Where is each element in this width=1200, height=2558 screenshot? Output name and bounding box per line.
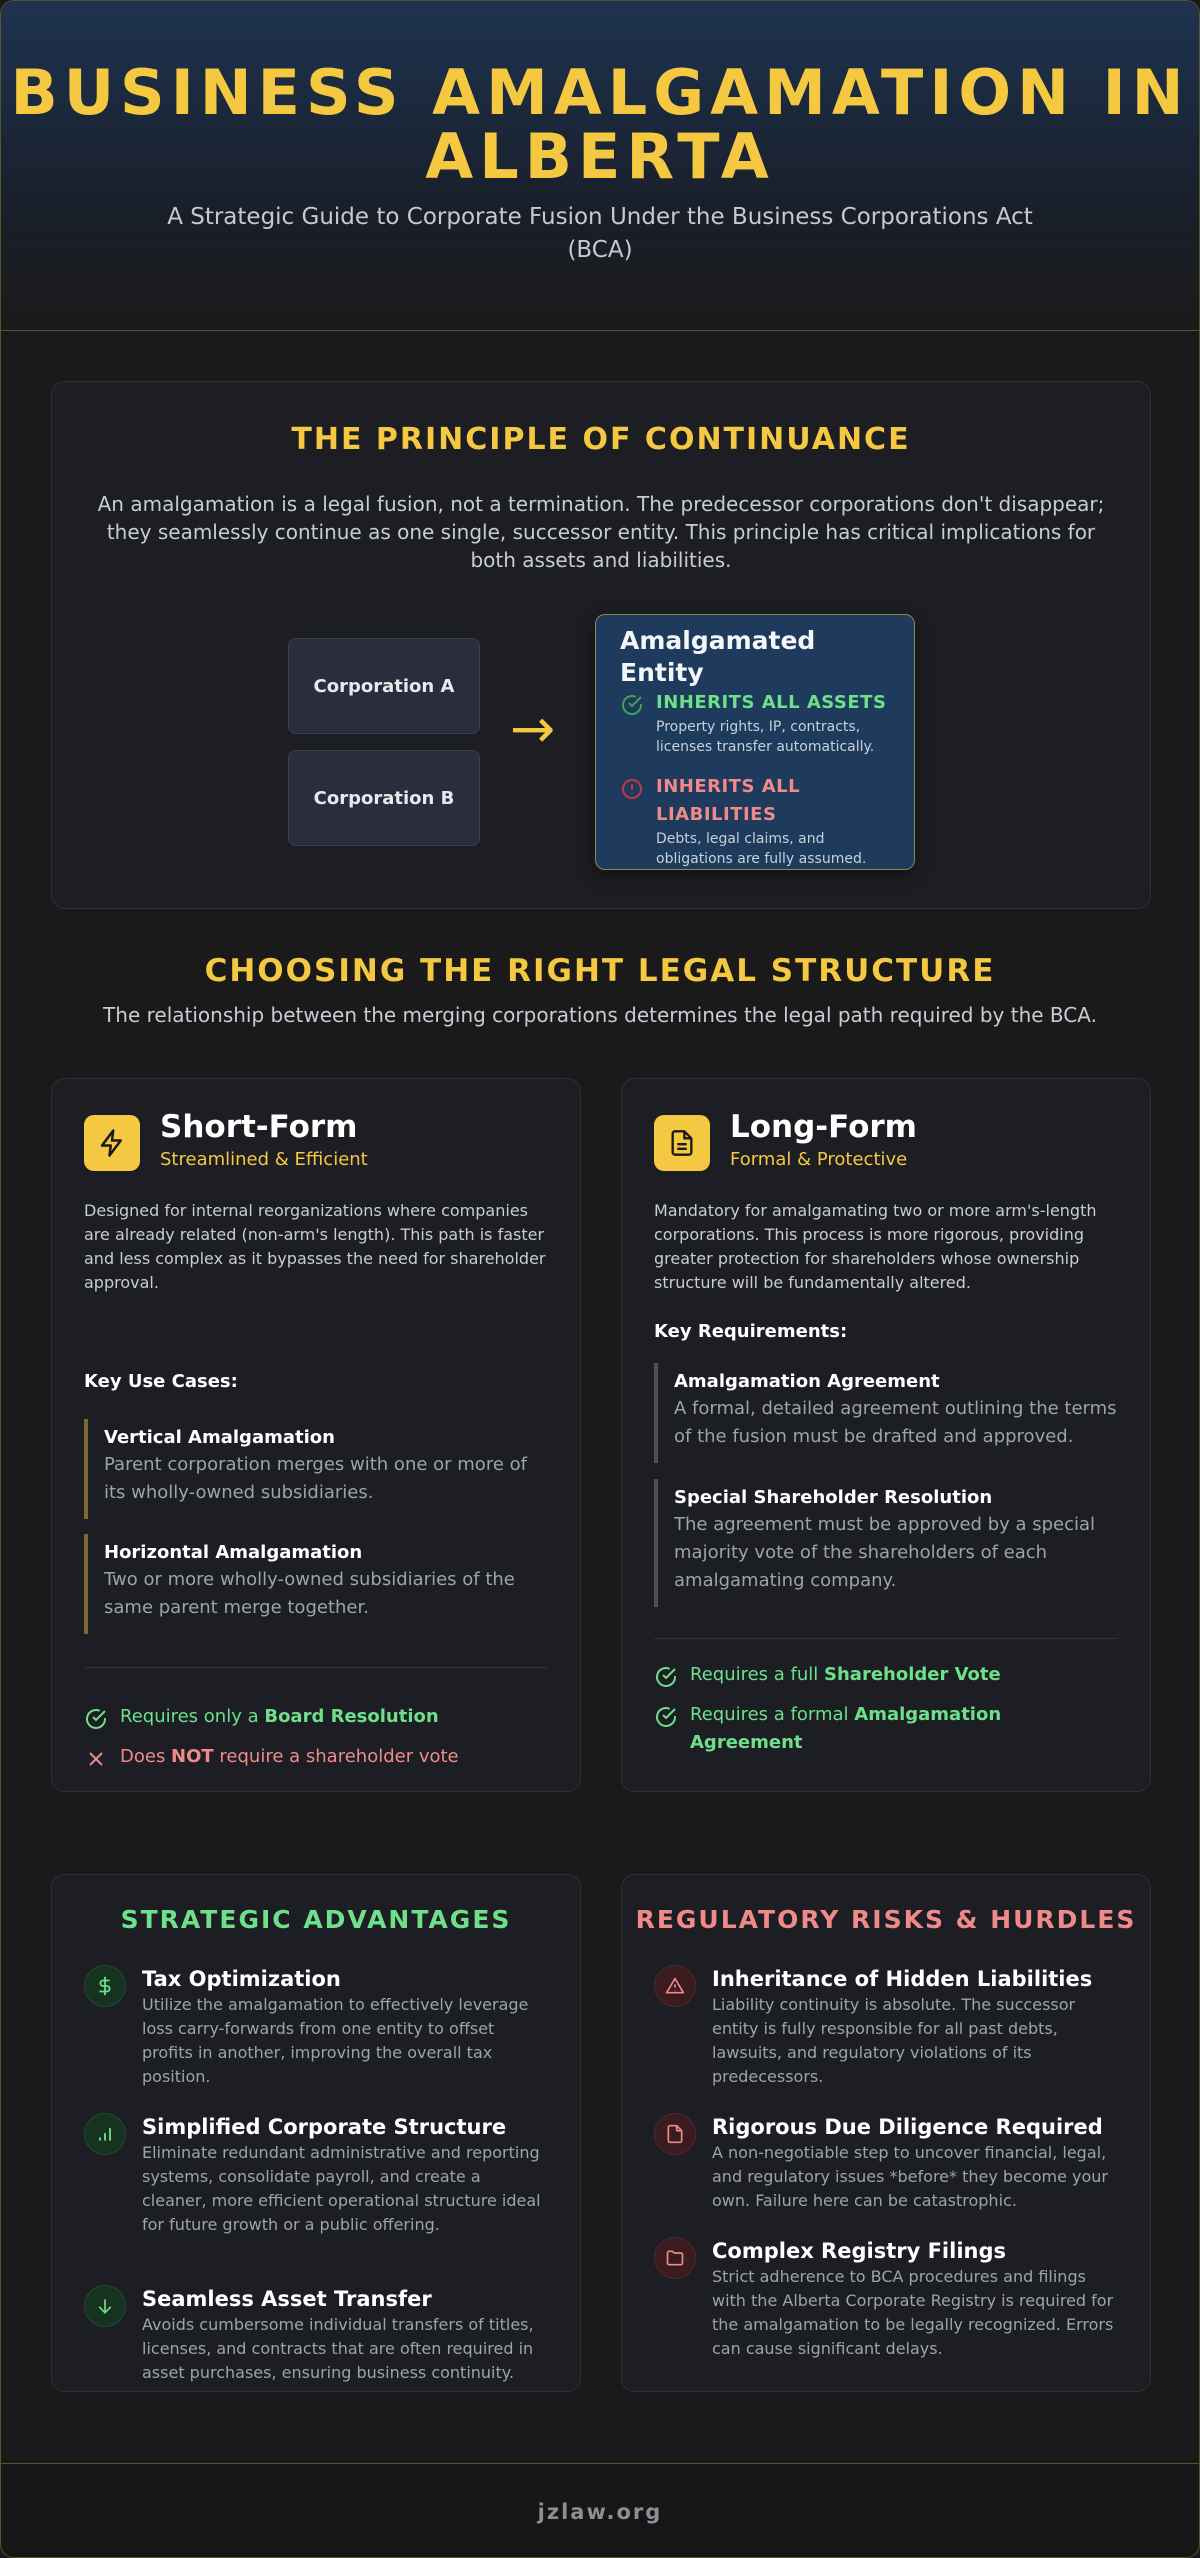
structure-subtitle: The relationship between the merging corporations determines the legal path required by the BCA.	[103, 1003, 1097, 1027]
corporation-b-box: Corporation B	[288, 750, 480, 846]
requirement-special-resolution	[654, 1479, 1118, 1607]
advantage-item	[84, 1965, 548, 2089]
advantage-item	[84, 2285, 548, 2385]
bar-chart-icon	[84, 2113, 126, 2155]
requirement-title: Amalgamation Agreement	[674, 1371, 940, 1392]
file-icon	[654, 2113, 696, 2155]
alert-circle-icon	[620, 777, 644, 801]
short-form-card	[51, 1078, 581, 1792]
page-title: BUSINESS AMALGAMATION IN ALBERTA	[10, 56, 1190, 193]
requirement-emphasis: Board Resolution	[264, 1706, 439, 1727]
continuance-section	[51, 381, 1151, 909]
requirement-prefix: Requires a full	[690, 1664, 825, 1685]
agreement-requirement	[654, 1701, 1118, 1757]
footer-site-link[interactable]: jzlaw.org	[537, 2499, 663, 2524]
note-suffix: require a shareholder vote	[213, 1746, 459, 1767]
risk-item	[654, 1965, 1118, 2089]
key-use-cases-heading: Key Use Cases:	[84, 1371, 238, 1392]
continuance-intro: An amalgamation is a legal fusion, not a termination. The predecessor corporations don't disappear; they seamlessly continue as one single, successor entity. This principle has critical implications for both assets and liabilities.	[97, 492, 1105, 572]
requirement-emphasis: Amalgamation Agreement	[690, 1704, 1002, 1753]
advantage-title: Simplified Corporate Structure	[142, 2115, 507, 2139]
use-case-vertical	[84, 1419, 548, 1519]
use-case-description: Two or more wholly-owned subsidiaries of the same parent merge together.	[104, 1569, 515, 1618]
long-form-tagline: Formal & Protective	[730, 1149, 908, 1170]
short-form-title: Short-Form	[160, 1109, 358, 1145]
lightning-bolt-icon	[84, 1115, 140, 1171]
advantage-item	[84, 2113, 548, 2237]
board-resolution-requirement	[84, 1703, 548, 1731]
footer	[1, 2463, 1199, 2558]
advantages-title: STRATEGIC ADVANTAGES	[120, 1905, 512, 1934]
page-subtitle: A Strategic Guide to Corporate Fusion Under the Business Corporations Act (BCA)	[167, 204, 1033, 263]
risk-item	[654, 2237, 1118, 2361]
shareholder-vote-requirement	[654, 1661, 1118, 1689]
no-shareholder-vote-note	[84, 1743, 548, 1771]
risk-title: Inheritance of Hidden Liabilities	[712, 1967, 1093, 1991]
requirement-amalgamation-agreement	[654, 1363, 1118, 1463]
risk-description: A non-negotiable step to uncover financial, legal, and regulatory issues *before* they become your own. Failure here can be catastrophic.	[712, 2143, 1108, 2210]
divider	[654, 1638, 1118, 1639]
check-circle-icon	[620, 693, 644, 717]
amalgamated-entity-box	[595, 614, 915, 870]
arrow-down-icon	[84, 2285, 126, 2327]
short-form-description: Designed for internal reorganizations where companies are already related (non-arm's length). This path is faster and less complex as it bypasses the need for shareholder approval.	[84, 1201, 546, 1292]
liabilities-heading: INHERITS ALL LIABILITIES	[656, 776, 801, 825]
assets-heading: INHERITS ALL ASSETS	[656, 692, 887, 713]
advantage-title: Tax Optimization	[142, 1967, 341, 1991]
corporation-a-box: Corporation A	[288, 638, 480, 734]
long-form-card	[621, 1078, 1151, 1792]
risk-description: Liability continuity is absolute. The successor entity is fully responsible for all past debts, lawsuits, and regulatory violations of its predecessors.	[712, 1995, 1076, 2086]
regulatory-risks-card	[621, 1874, 1151, 2392]
divider	[84, 1667, 548, 1668]
liabilities-item	[620, 773, 900, 869]
liabilities-description: Debts, legal claims, and obligations are fully assumed.	[656, 831, 867, 867]
requirement-description: A formal, detailed agreement outlining the terms of the fusion must be drafted and approved.	[674, 1398, 1117, 1447]
advantage-description: Utilize the amalgamation to effectively leverage loss carry-forwards from one entity to offset profits in another, improving the overall tax position.	[142, 1995, 529, 2086]
use-case-title: Horizontal Amalgamation	[104, 1542, 363, 1563]
advantage-title: Seamless Asset Transfer	[142, 2287, 432, 2311]
requirement-emphasis: Shareholder Vote	[824, 1664, 1001, 1685]
check-circle-icon	[84, 1707, 108, 1731]
short-form-tagline: Streamlined & Efficient	[160, 1149, 368, 1170]
dollar-icon	[84, 1965, 126, 2007]
use-case-title: Vertical Amalgamation	[104, 1427, 335, 1448]
long-form-title: Long-Form	[730, 1109, 917, 1145]
risk-description: Strict adherence to BCA procedures and filings with the Alberta Corporate Registry is required for the amalgamation to be legally recognized. Errors can cause significant delays.	[712, 2267, 1114, 2358]
folder-icon	[654, 2237, 696, 2279]
check-circle-icon	[654, 1705, 678, 1729]
assets-item	[620, 689, 900, 757]
risk-title: Complex Registry Filings	[712, 2239, 1007, 2263]
key-requirements-heading: Key Requirements:	[654, 1321, 848, 1342]
requirement-prefix: Requires only a	[120, 1706, 265, 1727]
strategic-advantages-card	[51, 1874, 581, 2392]
long-form-description: Mandatory for amalgamating two or more arm's-length corporations. This process is more rigorous, providing greater protection for shareholders whose ownership structure will be fundamentally altered.	[654, 1201, 1097, 1292]
advantage-description: Avoids cumbersome individual transfers of titles, licenses, and contracts that are often required in asset purchases, ensuring business continuity.	[142, 2315, 534, 2382]
use-case-description: Parent corporation merges with one or more of its wholly-owned subsidiaries.	[104, 1454, 527, 1503]
check-circle-icon	[654, 1665, 678, 1689]
risks-title: REGULATORY RISKS & HURDLES	[635, 1905, 1137, 1934]
document-icon	[654, 1115, 710, 1171]
assets-description: Property rights, IP, contracts, licenses transfer automatically.	[656, 719, 875, 755]
hero-header	[1, 1, 1199, 331]
continuance-title: THE PRINCIPLE OF CONTINUANCE	[291, 422, 911, 457]
requirement-prefix: Requires a formal	[690, 1704, 855, 1725]
structure-title: CHOOSING THE RIGHT LEGAL STRUCTURE	[204, 953, 996, 989]
requirement-description: The agreement must be approved by a special majority vote of the shareholders of each amalgamating company.	[674, 1514, 1096, 1591]
note-prefix: Does	[120, 1746, 172, 1767]
entity-title: Amalgamated Entity	[620, 626, 816, 687]
note-emphasis: NOT	[171, 1746, 214, 1767]
risk-title: Rigorous Due Diligence Required	[712, 2115, 1103, 2139]
requirement-title: Special Shareholder Resolution	[674, 1487, 993, 1508]
use-case-horizontal	[84, 1534, 548, 1634]
warning-icon	[654, 1965, 696, 2007]
risk-item	[654, 2113, 1118, 2213]
close-icon	[84, 1747, 108, 1771]
advantage-description: Eliminate redundant administrative and reporting systems, consolidate payroll, and create a cleaner, more efficient operational structure ideal for future growth or a public offering.	[142, 2143, 541, 2234]
merge-arrow-icon: →	[510, 697, 556, 760]
